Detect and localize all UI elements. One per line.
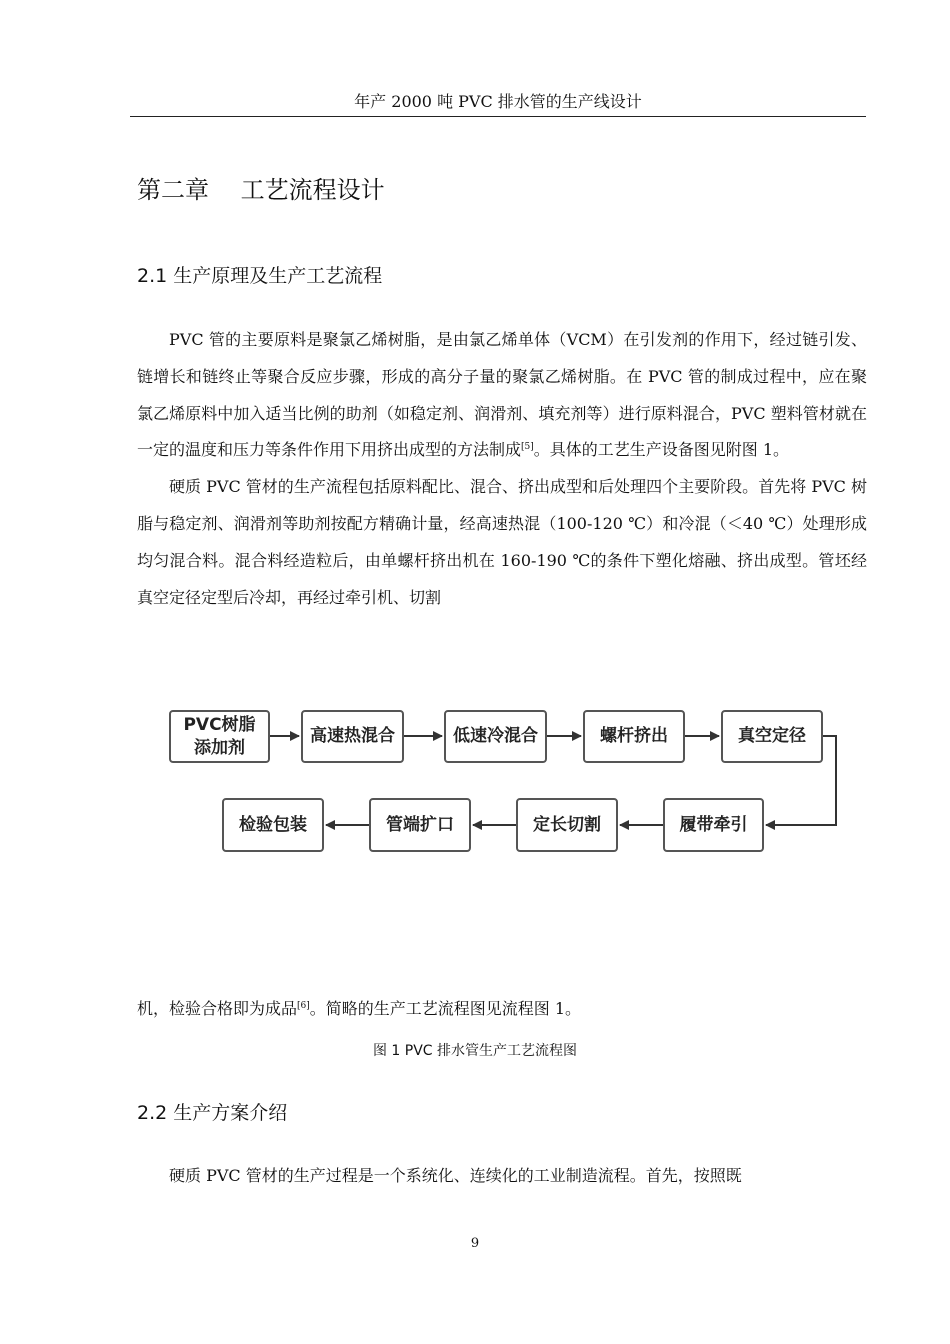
section-title-2-2: 2.2 生产方案介绍 — [137, 1102, 288, 1124]
paragraph-process-flow: 硬质 PVC 管材的生产流程包括原料配比、混合、挤出成型和后处理四个主要阶段。首先将 PVC 树脂与稳定剂、润滑剂等助剂按配方精确计量，经高速热混（100-120 ℃）和冷混（＜40 ℃）处理形成均匀混合料。混合料经造粒后，由单螺杆挤出机在 160-190 ℃的条件下塑化熔融、挤出成型。管坯经真空定径定型后冷却，再经过牵引机、切割 — [137, 477, 867, 607]
flow-step-fixed-length-cutting: 定长切割 — [516, 798, 618, 852]
flow-step-vacuum-sizing: 真空定径 — [721, 710, 823, 763]
chapter-title: 第二章 工艺流程设计 — [137, 176, 385, 204]
citation-5: [5] — [521, 442, 534, 453]
flow-step-inspection-packing: 检验包装 — [222, 798, 324, 852]
flow-step-low-speed-cold-mix: 低速冷混合 — [444, 710, 547, 763]
flow-step-screw-extrusion: 螺杆挤出 — [583, 710, 685, 763]
section-2-2-body — [137, 1158, 867, 1195]
page-number: 9 — [470, 1236, 480, 1251]
figure-caption: 图 1 PVC 排水管生产工艺流程图 — [372, 1043, 578, 1059]
section-2-1-body — [137, 322, 867, 616]
paragraph-product-inspection-tail: 。简略的生产工艺流程图见流程图 1。 — [309, 999, 582, 1018]
flow-step-pipe-end-flaring: 管端扩口 — [369, 798, 471, 852]
paragraph-product-inspection-text: 机，检验合格即为成品 — [137, 999, 298, 1018]
flow-step-pvc-resin-additives: PVC树脂添加剂 — [169, 710, 270, 763]
flow-step-track-haul-off: 履带牵引 — [663, 798, 764, 852]
paragraph-product-inspection — [137, 991, 867, 1028]
paragraph-principle-tail: 。具体的工艺生产设备图见附图 1。 — [533, 440, 790, 460]
paragraph-principle — [137, 322, 867, 469]
citation-6: [6] — [297, 1001, 310, 1011]
running-header: 年产 2000 吨 PVC 排水管的生产线设计 — [130, 88, 866, 117]
flow-step-high-speed-hot-mix: 高速热混合 — [301, 710, 404, 763]
paragraph-production-plan: 硬质 PVC 管材的生产过程是一个系统化、连续化的工业制造流程。首先，按照既 — [169, 1166, 742, 1185]
section-title-2-1: 2.1 生产原理及生产工艺流程 — [137, 265, 383, 287]
section-2-1-continuation — [137, 991, 867, 1028]
paragraph-principle-text: PVC 管的主要原料是聚氯乙烯树脂，是由氯乙烯单体（VCM）在引发剂的作用下，经过链引发、链增长和链终止等聚合反应步骤，形成的高分子量的聚氯乙烯树脂。在 PVC 管的制成过程中，应在聚氯乙烯原料中加入适当比例的助剂（如稳定剂、润滑剂、填充剂等）进行原料混合，PVC 塑料管材就在一定的温度和压力等条件作用下用挤出成型的方法制成 — [137, 330, 867, 460]
